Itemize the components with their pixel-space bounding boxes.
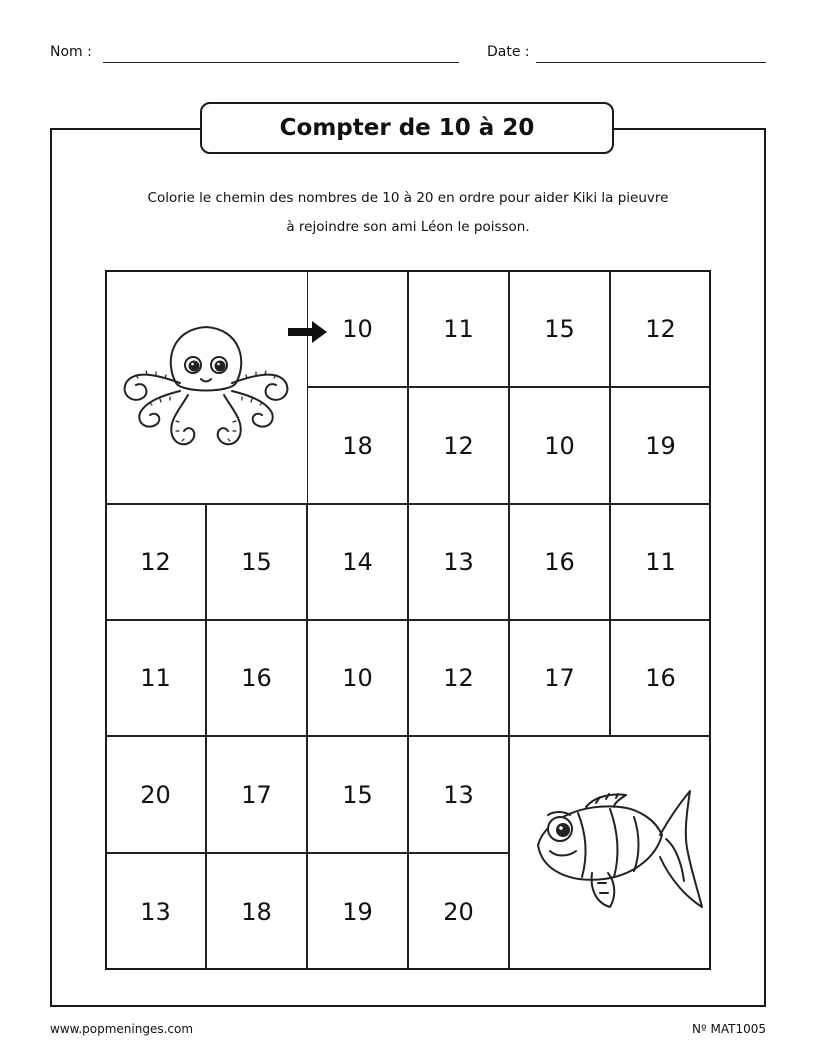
fish-cell bbox=[509, 736, 711, 970]
maze-cell[interactable]: 14 bbox=[307, 504, 408, 620]
maze-cell[interactable]: 13 bbox=[105, 853, 206, 970]
maze-cell[interactable]: 12 bbox=[408, 620, 509, 736]
maze-cell[interactable]: 16 bbox=[206, 620, 307, 736]
date-field-line[interactable] bbox=[536, 62, 766, 63]
maze-cell[interactable]: 13 bbox=[408, 504, 509, 620]
name-label: Nom : bbox=[50, 44, 92, 60]
maze-cell[interactable]: 16 bbox=[610, 620, 711, 736]
maze-cell[interactable]: 11 bbox=[408, 270, 509, 387]
instructions bbox=[60, 184, 756, 242]
maze-cell[interactable]: 19 bbox=[610, 387, 711, 504]
octopus-icon bbox=[106, 271, 309, 505]
maze-cell[interactable]: 11 bbox=[610, 504, 711, 620]
maze-cell[interactable]: 10 bbox=[509, 387, 610, 504]
footer-code: Nº MAT1005 bbox=[692, 1022, 766, 1036]
maze-cell[interactable]: 18 bbox=[206, 853, 307, 970]
name-field-line[interactable] bbox=[103, 62, 459, 63]
arrow-right-icon bbox=[288, 320, 328, 344]
maze-cell[interactable]: 18 bbox=[307, 387, 408, 504]
maze-cell[interactable]: 12 bbox=[610, 270, 711, 387]
page-title: Compter de 10 à 20 bbox=[279, 115, 535, 141]
maze-cell[interactable]: 10 bbox=[307, 620, 408, 736]
maze-cell[interactable]: 11 bbox=[105, 620, 206, 736]
maze-cell[interactable]: 12 bbox=[105, 504, 206, 620]
date-label: Date : bbox=[487, 44, 530, 60]
page-title-box bbox=[200, 102, 614, 154]
maze-cell[interactable]: 17 bbox=[509, 620, 610, 736]
maze-cell[interactable]: 15 bbox=[307, 736, 408, 853]
maze-cell[interactable]: 10 bbox=[307, 270, 408, 387]
maze-cell[interactable]: 20 bbox=[408, 853, 509, 970]
maze-cell[interactable]: 15 bbox=[509, 270, 610, 387]
maze-grid bbox=[105, 270, 711, 970]
maze-cell[interactable]: 16 bbox=[509, 504, 610, 620]
fish-icon bbox=[510, 737, 712, 971]
maze-cell[interactable]: 12 bbox=[408, 387, 509, 504]
maze-cell[interactable]: 19 bbox=[307, 853, 408, 970]
maze-cell[interactable]: 13 bbox=[408, 736, 509, 853]
instructions-line-1: Colorie le chemin des nombres de 10 à 20 en ordre pour aider Kiki la pieuvre bbox=[147, 190, 669, 206]
maze-cell[interactable]: 20 bbox=[105, 736, 206, 853]
maze-cell[interactable]: 17 bbox=[206, 736, 307, 853]
octopus-cell bbox=[105, 270, 308, 504]
footer-website: www.popmeninges.com bbox=[50, 1022, 194, 1036]
instructions-line-2: à rejoindre son ami Léon le poisson. bbox=[286, 219, 530, 235]
maze-cell[interactable]: 15 bbox=[206, 504, 307, 620]
